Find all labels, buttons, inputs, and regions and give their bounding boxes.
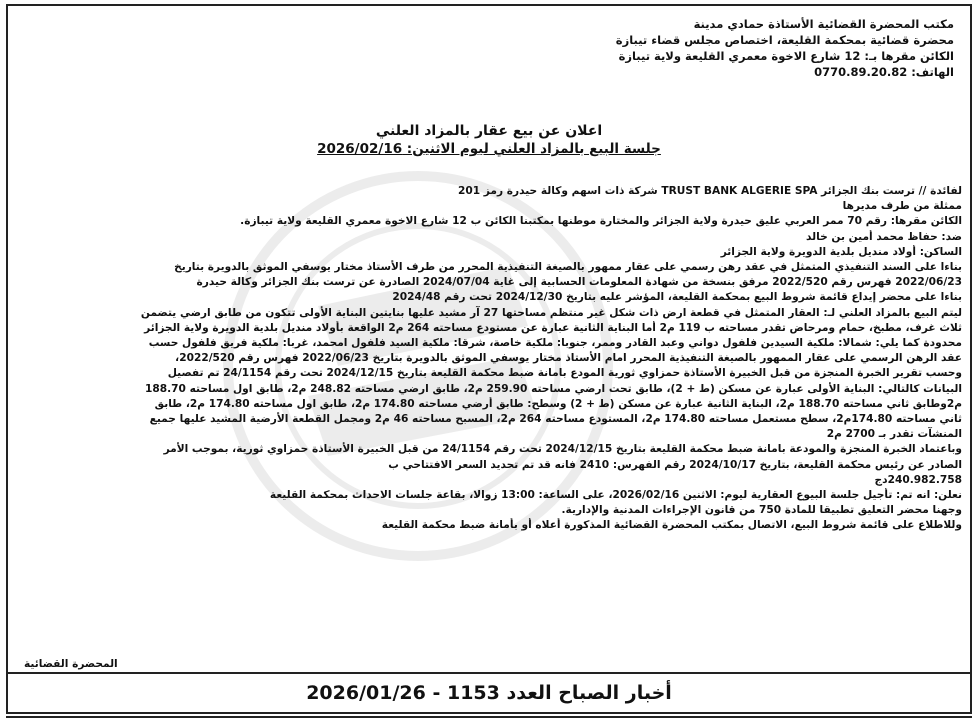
issue-number: 1153 [446,682,500,704]
body-line: 2022/06/23 فهرس رقم 2022/520 مرفق بنسخة من شهادة المعلومات الحسابية إلى غاية 2024/07/04 الصادرة عن ترست بنك الجزائر وكالة حيدرة [196,276,962,289]
body-line: الساكن: أولاد منديل بلدية الدويرة ولاية الجزائر [720,245,962,258]
body-line: عقد الرهن الرسمي على عقار الممهور بالصيغة التنفيذية المحرر امام الأستاذ مختار يوسفي الموثق بالدويرة بتاريخ 2022/06/23 فهرس رقم 2022/520، [175,352,962,365]
body-line: وحسب تقرير الخبرة المنجزة من قبل الخبيرة الأستاذة حمزاوي ثورية المودع بامانة ضبط محكمة القليعة بتاريخ 2024/12/15 تحت رقم 24/1154 تم تفصيل [167,367,962,380]
body-line: م2وطابق ثاني مساحته 188.70 م2، البناية الثانية عبارة عن مسكن (ط + 2) وسطح: طابق أرضي مساحته 174.80 م2، طابق اول مساحته 174.80 م2، طابق [154,397,962,410]
body-line: بناءا على محضر إيداع قائمة شروط البيع بمحكمة القليعة، المؤشر عليه بتاريخ 2024/12/30 تحت رقم 2024/48 [392,291,962,304]
bailiff-header [394,16,954,80]
body-line: وجهنا محضر التعليق تطبيقا للمادة 750 من قانون الإجراءات المدنية والإدارية. [561,504,962,517]
footer-text [306,682,672,704]
body-line: وباعتماد الخبرة المنجزة والمودعة بامانة ضبط محكمة القليعة بتاريخ 2024/12/15 تحت رقم 24/1154 من قبل الخبيرة الأستاذة حمزاوي ثورية، بموجب الأمر [163,443,962,456]
legal-notice [6,4,972,674]
session-title: جلسة البيع بالمزاد العلني ليوم الاثنين: 2026/02/16 [317,141,661,157]
header-jurisdiction: محضرة قضائية بمحكمة القليعة، اختصاص مجلس قضاء تيبازة [615,33,954,47]
body-line: ليتم البيع بالمزاد العلني لـ: العقار المتمثل في قطعة ارض ذات شكل غير منتظم مساحتها 27 آر مشيد عليها بنايتين البناية الأولى تتكون من طابق ارضي يتضمن [140,306,962,319]
body-line: البيانات كالتالي: البناية الأولى عبارة عن مسكن (ط + 2)، طابق تحت ارضي مساحته 259.90 م2، طابق ارضي مساحته 248.82 م2، طابق اول مساحته 188.70 [145,382,962,395]
body-line: نعلن: انه تم: تأجيل جلسة البيوع العقارية ليوم: الاثنين 2026/02/16، على الساعة: 13:00 زوالا، بقاعة جلسات الاحداث بمحكمة القليعة [269,489,962,502]
header-office-name: مكتب المحضرة القضائية الأستاذة حمادي مدينة [693,17,954,31]
header-address: الكائن مقرها بـ: 12 شارع الاخوة معمري القليعة ولاية تيبازة [618,49,954,63]
newspaper-name: أخبار الصباح العدد [506,682,672,704]
body-line: الصادر عن رئيس محكمة القليعة، بتاريخ 2024/10/17 رقم الفهرس: 2410 فانه قد تم تحديد السعر الافتتاحي ب [388,458,962,471]
header-phone: الهاتف: 0770.89.20.82 [814,65,954,79]
issue-date: 2026/01/26 [306,682,426,704]
body-line: المنشآت تقدر بـ 2700 م2 [826,428,962,441]
body-line: بناءا على السند التنفيذي المتمثل في عقد رهن رسمي على عقار ممهور بالصيغة التنفيذية المحرر من طرف الأستاذ مختار يوسفي الموثق بالدويرة بتاريخ [174,261,962,274]
newspaper-footer [6,674,972,714]
body-line: ممثلة من طرف مديرها [842,200,962,213]
body-line: ثلاث غرف، مطبخ، حمام ومرحاض تقدر مساحته ب 119 م2 أما البناية الثانية عبارة عن مستودع مساحته 264 م2 الواقعة بأولاد منديل بلدية الدويرة ولاية الجزائر [144,321,962,334]
body-line: وللاطلاع على قائمة شروط البيع، الاتصال بمكتب المحضرة القضائية المذكورة أعلاه أو بأمانة ضبط محكمة القليعة [381,519,962,532]
body-line: ثاني مساحته 174.80م2، سطح مستعمل مساحته 174.80 م2، المستودع مساحته 264 م2، المسبح مساحته 46 م2 ومجمل القطعة الأرضية المشيد عليها جميع [149,413,962,426]
body-line: ضد: حفاظ محمد أمين بن خالد [806,230,962,243]
signature: المحضرة القضائية [24,658,118,670]
opening-price: 240.982.758دج [874,473,962,486]
body-line: محدودة كما يلي: شمالا: ملكية السيدين فلفول دواني وعبد القادر وممر، جنوبا: ملكية خاصة، شرقا: ملكية السيد فلفول امحمد، غربا: ملكية فريق فلفول حسب [148,337,962,350]
notice-body [16,184,962,534]
body-line: الكائن مقرها: رقم 70 ممر العربي عليق حيدرة ولاية الجزائر والمختارة موطنها بمكتبنا الكائن ب 12 شارع الاخوة معمري القليعة ولاية تيبازة. [240,215,962,228]
footer-separator: - [432,682,441,704]
notice-titles [8,122,970,158]
body-line: لفائدة // ترست بنك الجزائر TRUST BANK ALGERIE SPA شركة ذات اسهم وكالة حيدرة رمز 201 [457,185,962,197]
notice-title: اعلان عن بيع عقار بالمزاد العلني [375,123,603,139]
page-divider [6,716,972,718]
